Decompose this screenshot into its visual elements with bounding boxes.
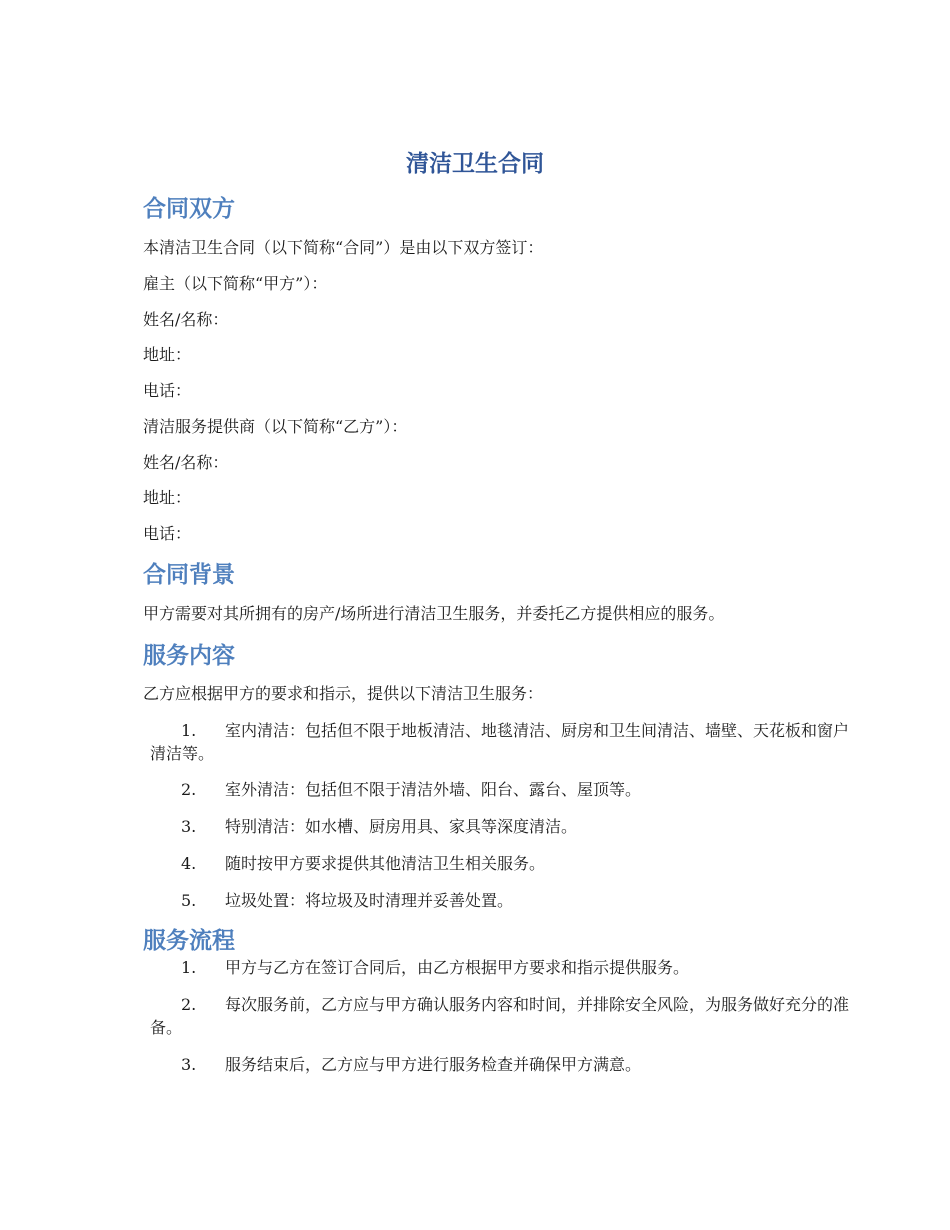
- heading-background: 合同背景: [143, 562, 235, 588]
- content-intro: 乙方应根据甲方的要求和指示，提供以下清洁卫生服务：: [143, 684, 544, 703]
- parties-intro: 本清洁卫生合同（以下简称“合同”）是由以下双方签订：: [143, 238, 544, 257]
- list-item-number: 1.: [181, 958, 197, 977]
- list-item: [150, 719, 850, 765]
- list-item: [150, 1053, 850, 1076]
- list-item-number: 5.: [181, 891, 197, 910]
- list-item-text: 特别清洁：如水槽、厨房用具、家具等深度清洁。: [225, 817, 578, 836]
- party-b-label: 清洁服务提供商（以下简称“乙方”）：: [143, 417, 408, 436]
- background-text: 甲方需要对其所拥有的房产/场所进行清洁卫生服务，并委托乙方提供相应的服务。: [143, 604, 725, 623]
- party-a-name: 姓名/名称：: [143, 310, 229, 329]
- party-a-label: 雇主（以下简称“甲方”）：: [143, 274, 328, 293]
- list-item: [150, 889, 850, 912]
- list-item: [150, 778, 850, 801]
- list-item-text: 室外清洁：包括但不限于清洁外墙、阳台、露台、屋顶等。: [225, 780, 642, 799]
- party-a-phone: 电话：: [143, 381, 192, 400]
- list-item: [150, 993, 850, 1039]
- party-a-address: 地址：: [143, 345, 192, 364]
- heading-content: 服务内容: [143, 643, 235, 669]
- list-item: [150, 815, 850, 838]
- party-b-name: 姓名/名称：: [143, 453, 229, 472]
- heading-parties: 合同双方: [143, 196, 235, 222]
- list-item-text: 服务结束后，乙方应与甲方进行服务检查并确保甲方满意。: [225, 1055, 642, 1074]
- list-item: [150, 956, 850, 979]
- list-item-text: 甲方与乙方在签订合同后，由乙方根据甲方要求和指示提供服务。: [225, 958, 690, 977]
- list-item-text: 随时按甲方要求提供其他清洁卫生相关服务。: [225, 854, 546, 873]
- list-item-number: 3.: [181, 1055, 197, 1074]
- list-item-number: 2.: [181, 995, 197, 1014]
- list-item: [150, 852, 850, 875]
- list-item-number: 1.: [181, 721, 197, 740]
- list-item-text: 每次服务前，乙方应与甲方确认服务内容和时间，并排除安全风险，为服务做好充分的准备。: [150, 995, 850, 1037]
- heading-process: 服务流程: [143, 928, 235, 954]
- list-item-number: 4.: [181, 854, 197, 873]
- list-item-number: 2.: [181, 780, 197, 799]
- list-item-number: 3.: [181, 817, 197, 836]
- party-b-address: 地址：: [143, 488, 192, 507]
- document-title: 清洁卫生合同: [406, 151, 544, 177]
- list-item-text: 室内清洁：包括但不限于地板清洁、地毯清洁、厨房和卫生间清洁、墙壁、天花板和窗户清洁等。: [150, 721, 850, 763]
- party-b-phone: 电话：: [143, 524, 192, 543]
- list-item-text: 垃圾处置：将垃圾及时清理并妥善处置。: [225, 891, 514, 910]
